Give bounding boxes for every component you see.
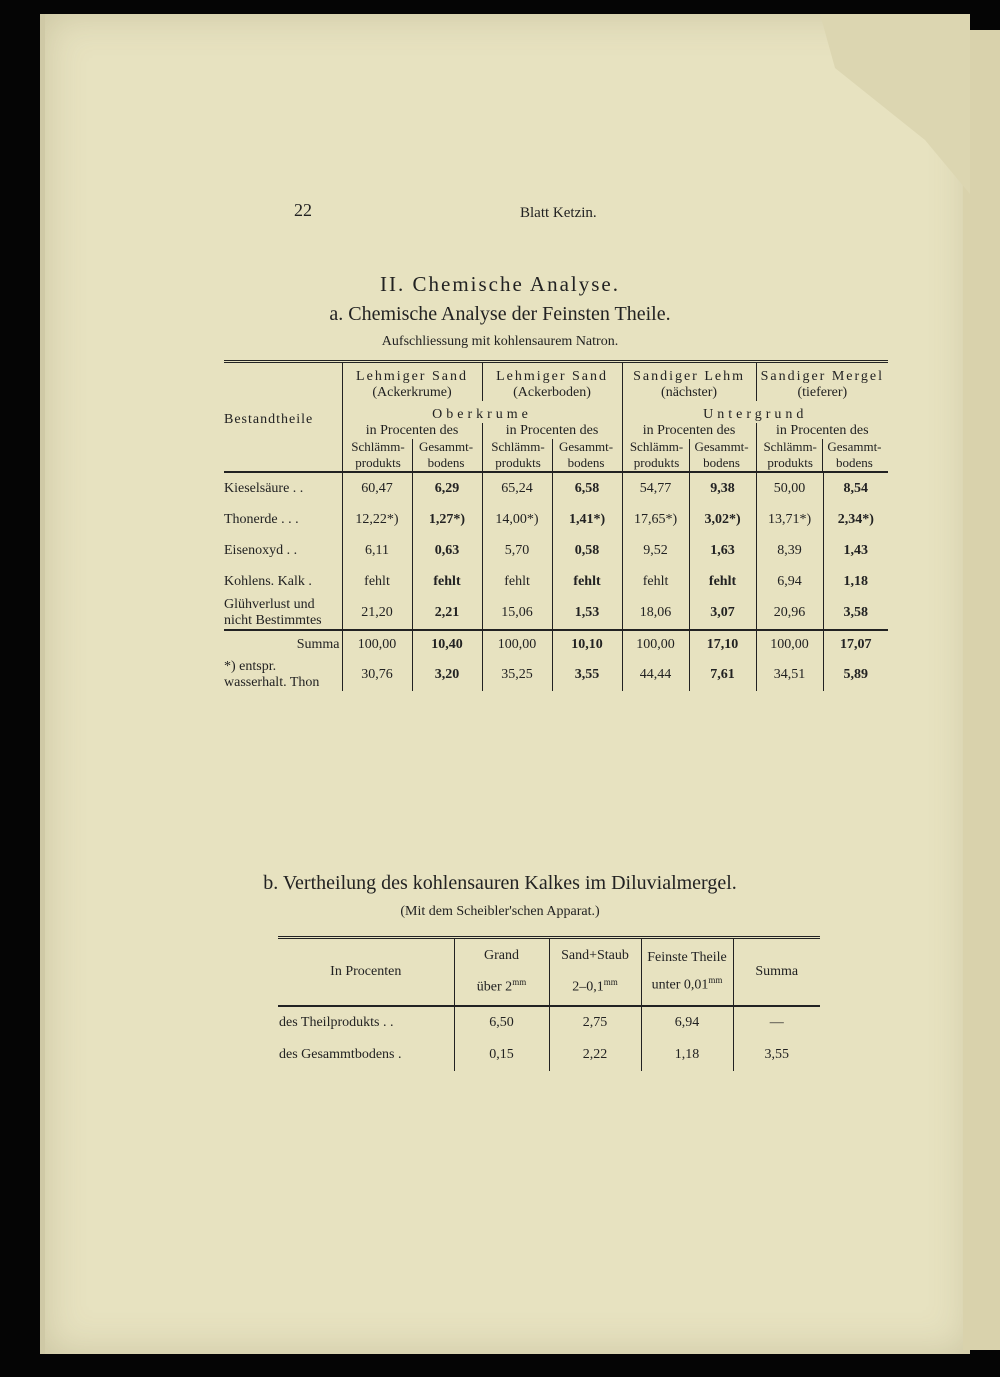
cell-value: 30,76 [342,659,412,691]
group-name: Lehmiger Sand [482,362,622,386]
part-b-title: b. Vertheilung des kohlensauren Kalkes im Diluvialmergel. [263,872,737,894]
group-name: Sandiger Mergel [756,362,888,386]
part-a-note: Aufschliessung mit kohlensaurem Natron. [381,334,619,349]
table-row [224,659,888,691]
row-label: Glühverlust und nicht Bestimmtes [224,597,322,628]
facing-page-edge [963,30,1000,1350]
cell-value: 20,96 [756,597,823,630]
cell-value: 14,00*) [482,504,552,535]
col-schlaemm: Schlämm-produkts [351,439,405,470]
group-sub: (tieferer) [756,385,888,401]
cell-value: 60,47 [342,472,412,504]
row-label: des Gesammtbodens . [279,1046,402,1062]
group-sub: (Ackerboden) [482,385,622,401]
cell-value: 6,11 [342,535,412,566]
percent-header [342,423,482,472]
col-header [641,938,733,1006]
cell-value: 6,94 [641,1006,733,1039]
col-range: 2–0,1 [572,979,604,995]
col-header [454,938,549,1006]
col-schlaemm: Schlämm-produkts [629,439,684,470]
part-a-title: a. Chemische Analyse der Feinsten Theile. [329,303,671,325]
cell-value: 17,07 [823,630,888,659]
col-name: Summa [755,963,799,979]
col-gesammt: Gesammt-bodens [412,439,480,471]
cell-value: 1,53 [552,597,622,630]
col-range: unter 0,01 [651,977,709,993]
cell-value: 6,94 [756,566,823,597]
row-label: des Theilprodukts . . [279,1014,394,1030]
row-label: *) entspr. wasserhalt. Thon [224,659,320,690]
col-gesammt: Gesammt-bodens [822,439,886,471]
col-gesammt: Gesammt-bodens [689,439,754,471]
cell-value: 6,58 [552,472,622,504]
cell-value: 17,65*) [622,504,689,535]
row-label: Summa [224,630,342,659]
cell-value: 3,58 [823,597,888,630]
col-name: Feinste Theile [647,950,727,965]
cell-value: 21,20 [342,597,412,630]
cell-value: fehlt [482,566,552,597]
cell-value: 50,00 [756,472,823,504]
table-row [278,1039,820,1071]
cell-value: 8,39 [756,535,823,566]
cell-value: 5,89 [823,659,888,691]
cell-value: 1,18 [641,1039,733,1071]
table-row [224,535,888,566]
col-schlaemm: Schlämm-produkts [763,439,817,470]
group-sub: (nächster) [622,385,756,401]
cell-value: 100,00 [622,630,689,659]
cell-value: 18,06 [622,597,689,630]
page-number: 22 [294,200,312,220]
cell-value: 12,22*) [342,504,412,535]
group-sub: (Ackerkrume) [342,385,482,401]
lime-distribution-body [278,1006,820,1071]
cell-value: 100,00 [482,630,552,659]
cell-value: 5,70 [482,535,552,566]
percent-label: in Procenten des [365,423,459,438]
percent-label: in Procenten des [505,423,599,438]
table-row [224,630,888,659]
cell-value: 8,54 [823,472,888,504]
cell-value: 100,00 [756,630,823,659]
percent-header [622,423,756,472]
group-name: Sandiger Lehm [622,362,756,386]
cell-value: 1,43 [823,535,888,566]
row-header: In Procenten [278,938,454,1006]
table-row [224,504,888,535]
row-label: Kieselsäure . . [224,480,304,496]
row-label: Eisenoxyd . . [224,542,298,558]
col-header [733,938,820,1006]
lime-distribution-table [278,936,820,1071]
cell-value: 6,50 [454,1006,549,1039]
col-gesammt: Gesammt-bodens [552,439,620,471]
cell-value: 3,55 [733,1039,820,1071]
cell-value: 13,71*) [756,504,823,535]
layer-oberkrume: Oberkrume [342,401,622,423]
cell-value: 17,10 [689,630,756,659]
part-b-note: (Mit dem Scheibler'schen Apparat.) [400,904,600,919]
cell-value: 1,41*) [552,504,622,535]
cell-value: 0,15 [454,1039,549,1071]
col-range: über 2 [476,979,513,995]
cell-value: fehlt [412,566,482,597]
cell-value: 7,61 [689,659,756,691]
cell-value: 54,77 [622,472,689,504]
cell-value: 9,38 [689,472,756,504]
cell-value: 9,52 [622,535,689,566]
cell-value: 0,63 [412,535,482,566]
row-header: Bestandtheile [224,362,342,473]
cell-value: 3,20 [412,659,482,691]
cell-value: fehlt [689,566,756,597]
chemical-analysis-table [224,360,888,691]
section-title: II. Chemische Analyse. [380,272,620,296]
cell-value: 3,02*) [689,504,756,535]
cell-value: 35,25 [482,659,552,691]
col-header [549,938,641,1006]
row-label: Kohlens. Kalk . [224,573,312,589]
percent-header [482,423,622,472]
col-unit: mm [603,977,618,987]
col-schlaemm: Schlämm-produkts [491,439,545,470]
cell-value: fehlt [622,566,689,597]
group-name: Lehmiger Sand [342,362,482,386]
cell-value: 2,34*) [823,504,888,535]
cell-value: 3,55 [552,659,622,691]
table-row [224,597,888,630]
percent-label: in Procenten des [642,423,736,438]
col-name: Sand+Staub [561,948,629,963]
cell-value: 2,75 [549,1006,641,1039]
percent-header [756,423,888,472]
running-title: Blatt Ketzin. [520,205,597,221]
cell-value: — [733,1006,820,1039]
col-unit: mm [512,977,527,987]
table-row [278,1006,820,1039]
cell-value: 2,22 [549,1039,641,1071]
cell-value: 1,18 [823,566,888,597]
cell-value: 0,58 [552,535,622,566]
col-name: Grand [484,948,519,963]
cell-value: fehlt [342,566,412,597]
cell-value: 2,21 [412,597,482,630]
row-label: Thonerde . . . [224,511,299,527]
layer-untergrund: Untergrund [622,401,888,423]
cell-value: 100,00 [342,630,412,659]
chemical-analysis-body [224,472,888,691]
cell-value: 44,44 [622,659,689,691]
cell-value: 34,51 [756,659,823,691]
col-unit: mm [708,975,723,985]
table-row [224,472,888,504]
cell-value: 10,10 [552,630,622,659]
cell-value: 3,07 [689,597,756,630]
cell-value: 10,40 [412,630,482,659]
table-row [224,566,888,597]
cell-value: 1,63 [689,535,756,566]
cell-value: 1,27*) [412,504,482,535]
cell-value: fehlt [552,566,622,597]
cell-value: 6,29 [412,472,482,504]
percent-label: in Procenten des [776,423,869,438]
cell-value: 15,06 [482,597,552,630]
cell-value: 65,24 [482,472,552,504]
